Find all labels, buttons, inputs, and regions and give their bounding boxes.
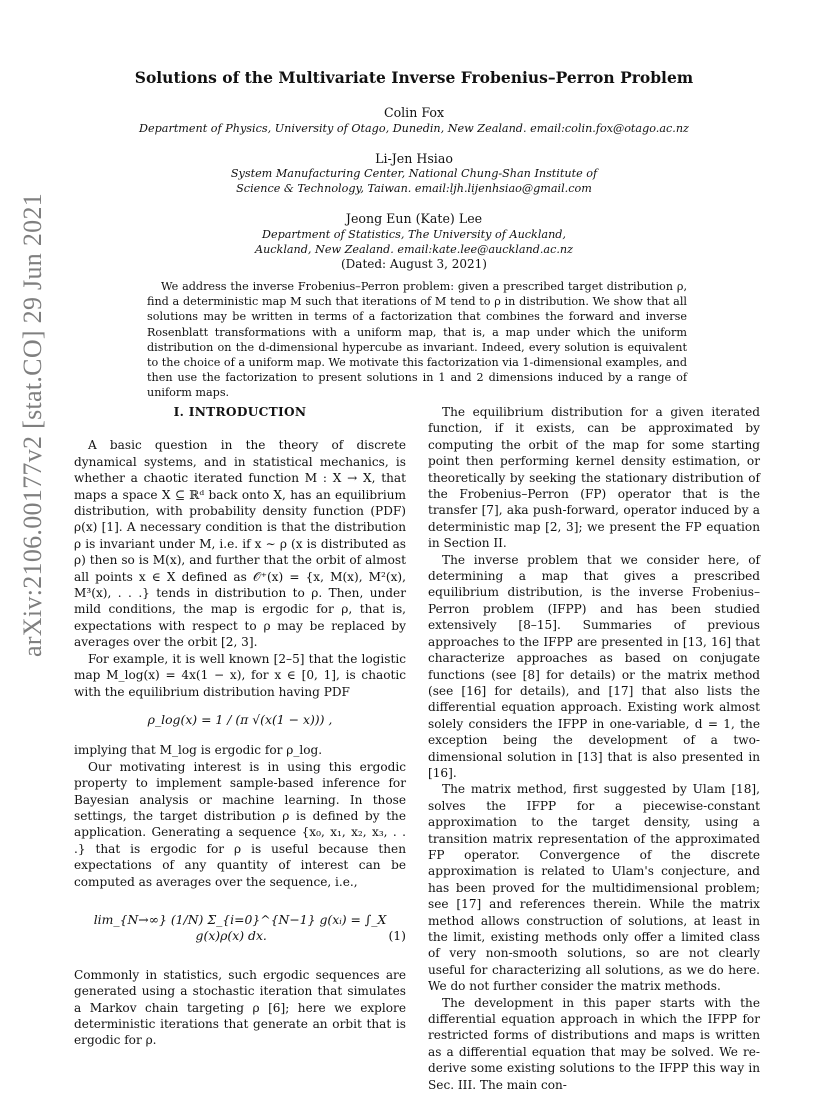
abstract: We address the inverse Frobenius–Perron problem: given a prescribed target distribution ρ, find a deterministic map M such that iterations of M tend to ρ in distribution. We show that all solutions may be written in terms of a factorization that combines the forward and inverse Rosenblatt transformations with a uniform map, that is, a map under which the uniform distribution on the d-dimensional hypercube as invariant. Indeed, every solution is equivalent to the choice of a uniform map. We motivate this factorization via 1-dimensional examples, and then use the factorization to present solutions in 1 and 2 dimensions induced by a range of uniform maps.	[147, 280, 687, 400]
paragraph: Our motivating interest is in using this ergodic property to implement sample-based inference for Bayesian analysis or machine learning. In those settings, the target distribution ρ is defined by the application. Generating a sequence {x₀, x₁, x₂, x₃, . . .} that is ergodic for ρ is useful because then expectations of any quantity of interest can be computed as averages over the sequence, i.e.,	[74, 759, 406, 889]
author-name: Jeong Eun (Kate) Lee	[345, 211, 483, 226]
left-column	[74, 404, 406, 1049]
equation-1	[74, 912, 406, 945]
paragraph: The inverse problem that we consider here, of determining a map that gives a prescribed equilibrium distribution, is the inverse Frobenius–Perron problem (IFPP) and has been studied extensively [8–15]. Summaries of previous approaches to the IFPP are presented in [13, 16] that characterize approaches as based on conjugate functions (see [8] for details) or the matrix method (see [16] for details), and [17] that also lists the differential equation approach. Existing work almost solely considers the IFPP in one-variable, d = 1, the exception being the development of a two-dimensional solution in [13] that is also presented in [16].	[428, 552, 760, 780]
paragraph: A basic question in the theory of discrete dynamical systems, and in statistical mechanics, is whether a chaotic iterated function M : X → X, that maps a space X ⊆ ℝᵈ back onto X, has an equilibrium distribution, with probability density function (PDF) ρ(x) [1]. A necessary condition is that the distribution ρ is invariant under M, i.e. if x ∼ ρ (x is distributed as ρ) then so is M(x), and further that the orbit of almost all points x ∈ X defined as 𝒪⁺(x) = {x, M(x), M²(x), M³(x), . . .} tends in distribution to ρ. Then, under mild conditions, the map is ergodic for ρ, that is, expectations with respect to ρ may be replaced by averages over the orbit [2, 3].	[74, 438, 406, 650]
paragraph: The equilibrium distribution for a given iterated function, if it exists, can be approximated by computing the orbit of the map for some starting point then performing kernel density estimation, or theoretically by seeking the stationary distribution of the Frobenius–Perron (FP) operator that is the transfer [7], aka push-forward, operator induced by a deterministic map [2, 3]; we present the FP equation in Section II.	[428, 405, 760, 551]
date-line: (Dated: August 3, 2021)	[340, 257, 487, 271]
author-name: Colin Fox	[383, 105, 445, 120]
section-heading: I. INTRODUCTION	[173, 405, 307, 419]
paragraph: implying that M_log is ergodic for ρ_log.	[74, 743, 323, 758]
author-affiliation: Auckland, New Zealand. email:kate.lee@auckland.ac.nz	[254, 243, 574, 256]
paragraph: For example, it is well known [2–5] that the logistic map M_log(x) = 4x(1 − x), for x ∈ [0, 1], is chaotic with the equilibrium distribution having PDF	[74, 651, 406, 699]
paper-title: Solutions of the Multivariate Inverse Frobenius–Perron Problem	[134, 68, 694, 87]
right-column	[428, 404, 760, 1093]
arxiv-identifier-stamp: arXiv:2106.00177v2 [stat.CO] 29 Jun 2021	[18, 192, 47, 657]
equation-number: (1)	[388, 928, 406, 944]
author-affiliation: Department of Statistics, The University of Auckland,	[262, 228, 566, 241]
equation-body: lim_{N→∞} (1/N) Σ_{i=0}^{N−1} g(xᵢ) = ∫_X g(x)ρ(x) dx.	[93, 911, 387, 944]
equation-logistic-pdf: ρ_log(x) = 1 / (π √(x(1 − x))) ,	[147, 711, 333, 727]
paragraph: Commonly in statistics, such ergodic sequences are generated using a stochastic iteration that simulates a Markov chain targeting ρ [6]; here we explore deterministic iterations that generate an orbit that is ergodic for ρ.	[74, 967, 406, 1048]
author-affiliation: Department of Physics, University of Otago, Dunedin, New Zealand. email:colin.fox@otago.ac.nz	[139, 122, 689, 135]
paragraph: The matrix method, first suggested by Ulam [18], solves the IFPP for a piecewise-constant approximation to the target density, using a transition matrix representation of the approximated FP operator. Convergence of the discrete approximation is related to Ulam's conjecture, and has been proved for the multidimensional problem; see [17] and references therein. While the matrix method allows construction of solutions, at least in the limit, existing methods only offer a limited class of very non-smooth solutions, so are not clearly useful for characterizing all solutions, as we do here. We do not further consider the matrix methods.	[428, 782, 760, 994]
author-affiliation: System Manufacturing Center, National Chung-Shan Institute of	[230, 167, 598, 180]
author-affiliation: Science & Technology, Taiwan. email:ljh.lijenhsiao@gmail.com	[236, 182, 592, 195]
paragraph: The development in this paper starts with the differential equation approach in which the IFPP for restricted forms of distributions and maps is written as a differential equation that may be solved. We re-derive some existing solutions to the IFPP this way in Sec. III. The main con-	[428, 995, 760, 1092]
author-name: Li-Jen Hsiao	[375, 151, 453, 166]
